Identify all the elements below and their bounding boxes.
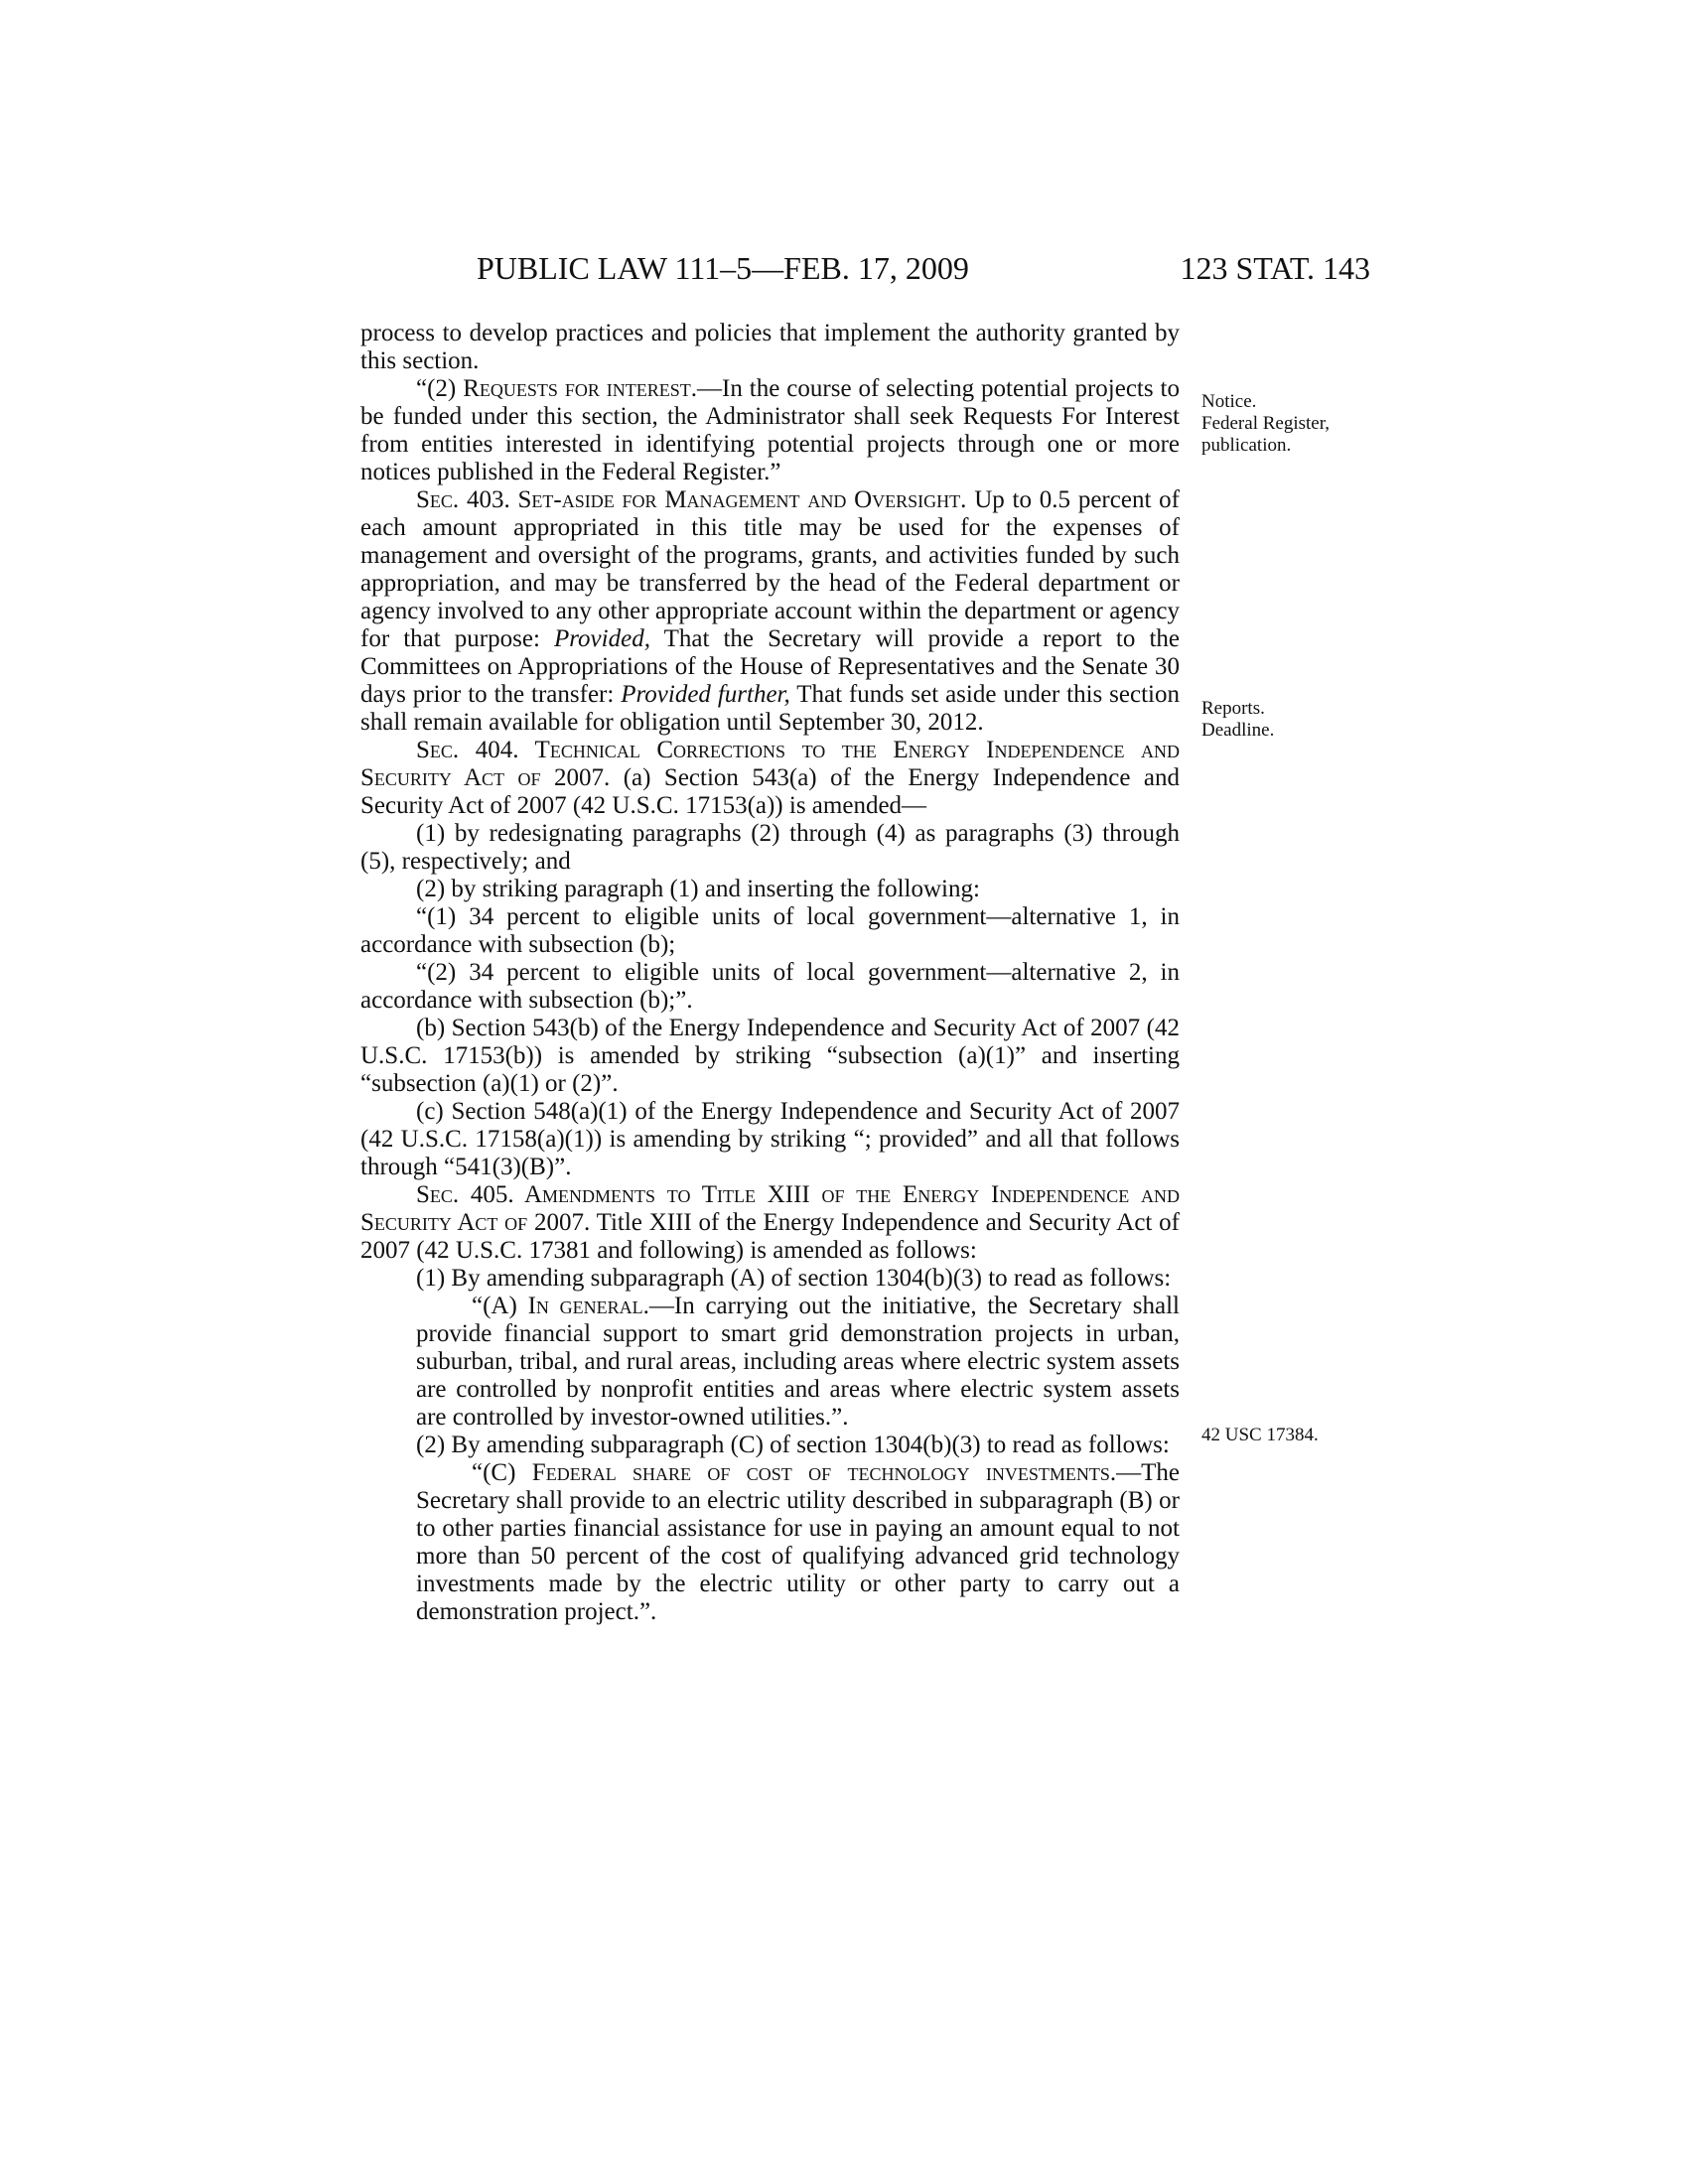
section-405-quote-c: “(C) Federal share of cost of technology investments.—The Secretary shall provide to an electric utility described in subparagraph (B) or to other parties financial assistance for use in paying an amount equal to not more than 50 percent of the cost of qualifying advanced grid technology investments made by the electric utility or other party to carry out a demonstration project.”. [416, 1459, 1181, 1625]
margin-note-federal-register: Federal Register, publication. [1201, 413, 1331, 456]
document-body [360, 320, 1180, 1626]
section-404-subsection-c: (c) Section 548(a)(1) of the Energy Independence and Security Act of 2007 (42 U.S.C. 17158(a)(1)) is amending by striking “; provided” and all that follows through “541(3)(B)”. [360, 1098, 1180, 1180]
section-404-quote-2: “(2) 34 percent to eligible units of local government—alternative 2, in accordance with subsection (b);”. [360, 959, 1180, 1014]
paragraph-requests-for-interest: “(2) Requests for interest.—In the course of selecting potential projects to be funded under this section, the Administrator shall seek Requests For Interest from entities interested in identifying potential projects through one or more notices published in the Federal Register.” [360, 375, 1181, 485]
header-title: PUBLIC LAW 111–5—FEB. 17, 2009 [477, 250, 969, 286]
header-stat-page: 123 STAT. 143 [1180, 250, 1370, 286]
section-403: Sec. 403. Set-aside for Management and Oversight. Up to 0.5 percent of each amount appropriated in this title may be used for the expenses of management and oversight of the programs, grants, and activities funded by such appropriation, and may be transferred by the head of the Federal department or agency involved to any other appropriate account within the department or agency for that purpose: Provided, That the Secretary will provide a report to the Committees on Appropriations of the House of Representatives and the Senate 30 days prior to the transfer: Provided further, That funds set aside under this section shall remain available for obligation until September 30, 2012. [360, 486, 1181, 736]
running-header [357, 248, 1370, 288]
section-405-quote-a: “(A) In general.—In carrying out the initiative, the Secretary shall provide financial support to smart grid demonstration projects in urban, suburban, tribal, and rural areas, including areas where electric system assets are controlled by nonprofit entities and areas where electric system assets are controlled by investor-owned utilities.”. [416, 1293, 1180, 1431]
section-405-item-1: (1) By amending subparagraph (A) of section 1304(b)(3) to read as follows: [416, 1265, 1172, 1292]
margin-note-reports: Reports. [1201, 698, 1265, 719]
margin-note-deadline: Deadline. [1201, 720, 1275, 741]
margin-note-notice: Notice. [1201, 391, 1257, 412]
section-405-item-2: (2) By amending subparagraph (C) of section 1304(b)(3) to read as follows: [416, 1432, 1170, 1458]
section-405: Sec. 405. Amendments to Title XIII of the Energy Independence and Security Act of 2007. Title XIII of the Energy Independence and Security Act of 2007 (42 U.S.C. 17381 and following) is amended as follows: [360, 1181, 1180, 1264]
margin-note-usc-citation: 42 USC 17384. [1201, 1425, 1319, 1445]
section-404-subsection-b: (b) Section 543(b) of the Energy Independence and Security Act of 2007 (42 U.S.C. 17153(b)) is amended by striking “subsection (a)(1)” and inserting “subsection (a)(1) or (2)”. [360, 1015, 1180, 1097]
section-404-item-2: (2) by striking paragraph (1) and inserting the following: [416, 876, 980, 902]
section-404-item-1: (1) by redesignating paragraphs (2) through (4) as paragraphs (3) through (5), respectively; and [360, 820, 1180, 875]
paragraph-continuation: process to develop practices and policies that implement the authority granted by this section. [360, 320, 1180, 374]
section-404-quote-1: “(1) 34 percent to eligible units of local government—alternative 1, in accordance with subsection (b); [360, 903, 1180, 958]
section-404: Sec. 404. Technical Corrections to the Energy Independence and Security Act of 2007. (a) Section 543(a) of the Energy Independence and Security Act of 2007 (42 U.S.C. 17153(a)) is amended— [360, 737, 1180, 819]
